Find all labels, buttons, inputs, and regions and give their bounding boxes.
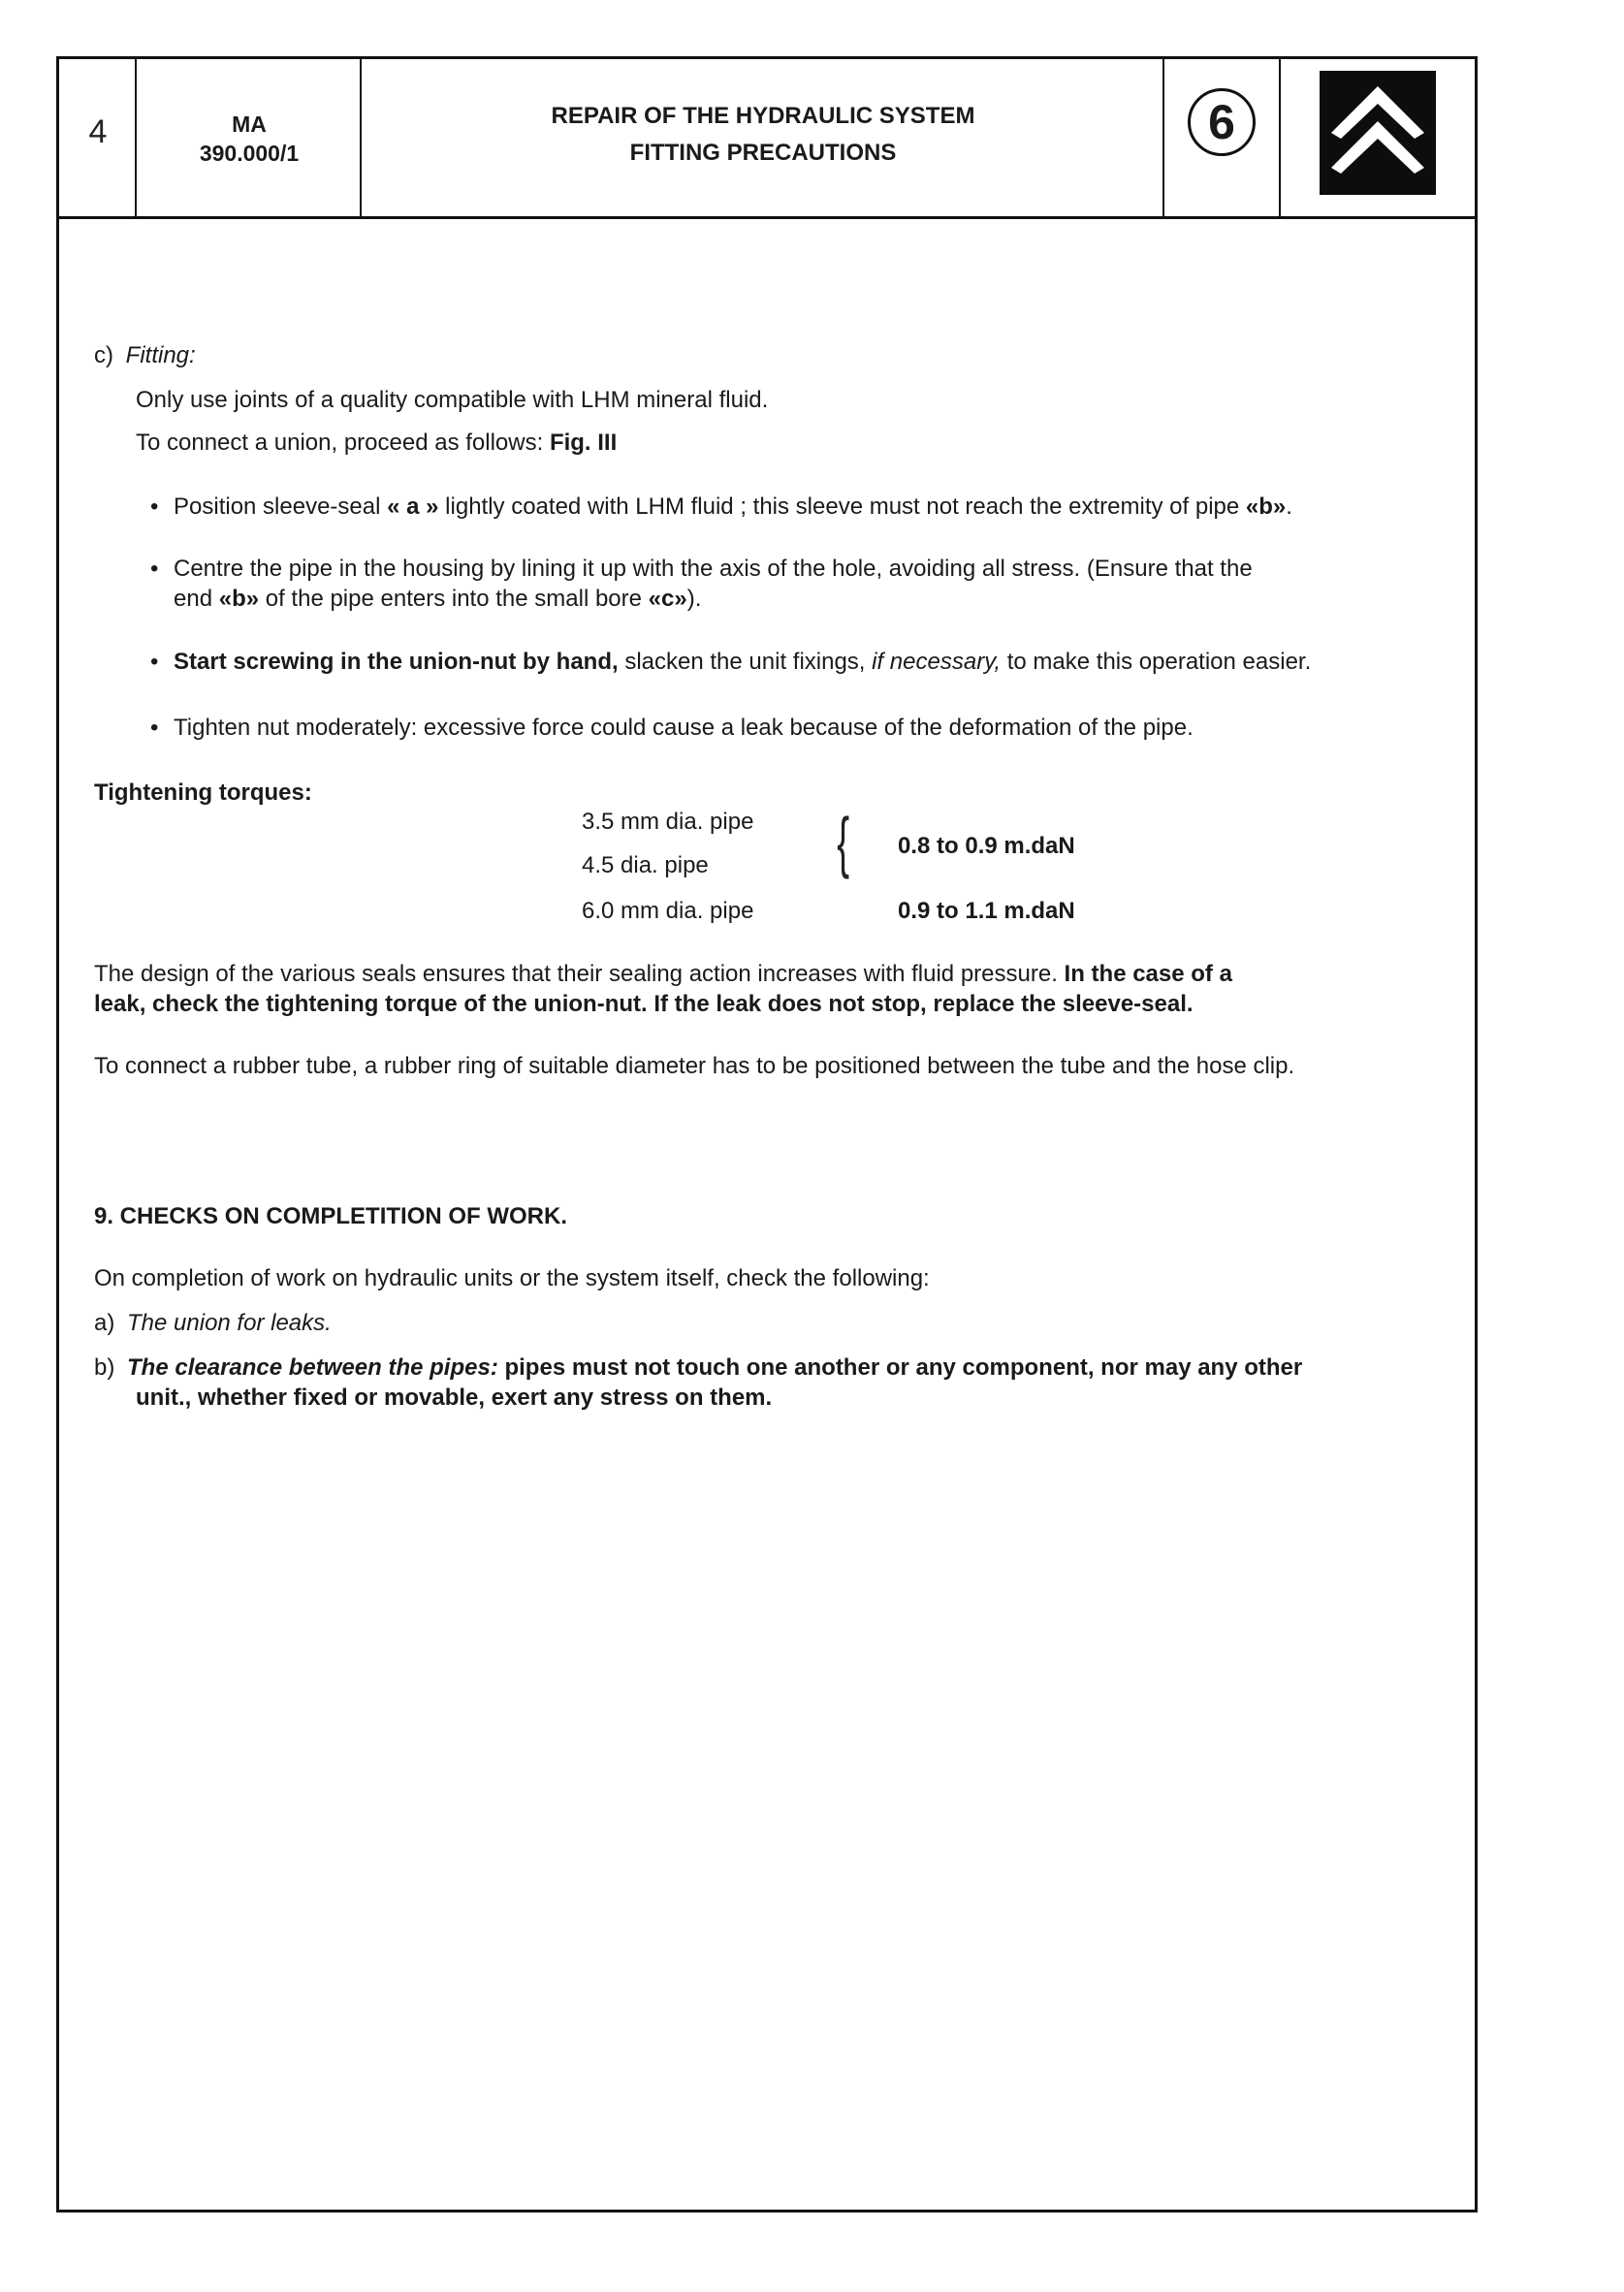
bullet2-b: «b» <box>218 586 260 612</box>
bullet-dot-icon: • <box>150 715 159 741</box>
page-number-cell <box>59 59 137 216</box>
bullet1-b: «b» <box>1245 493 1287 520</box>
document-title <box>362 98 1164 172</box>
bullet2-l2-mid: of the pipe enters into the small bore <box>259 586 649 612</box>
fitting-line1: Only use joints of a quality compatible with LHM mineral fluid. <box>136 387 769 413</box>
bullet2-line1: Centre the pipe in the housing by lining it up with the axis of the hole, avoiding all stress. (Ensure that the <box>174 556 1253 582</box>
checks-heading: 9. CHECKS ON COMPLETITION OF WORK. <box>94 1203 568 1229</box>
bullet1-mid: lightly coated with LHM fluid ; this sleeve must not reach the extremity of pipe <box>438 493 1246 520</box>
check-b-rest: pipes must not touch one another or any component, nor may any other <box>497 1354 1303 1381</box>
bullet-item-2-line2 <box>174 585 701 614</box>
seals-paragraph-line1 <box>94 960 1232 989</box>
seals-p1-text: The design of the various seals ensures that their sealing action increases with fluid pressure. <box>94 961 1065 987</box>
fitting-line2 <box>136 429 617 458</box>
check-a-label: a) <box>94 1310 115 1336</box>
bullet-dot-icon: • <box>150 556 159 582</box>
bullet2-l2-end: ). <box>686 586 702 612</box>
page-frame <box>56 56 1478 2212</box>
torque-row-pipe: 6.0 mm dia. pipe <box>582 898 754 924</box>
checks-intro: On completion of work on hydraulic units or the system itself, check the following: <box>94 1265 930 1291</box>
brace-icon: { <box>837 804 850 879</box>
fitting-line2-text: To connect a union, proceed as follows: <box>136 430 550 456</box>
check-b-italic: The clearance between the pipes: <box>127 1354 498 1381</box>
bullet-item-3 <box>150 648 1311 677</box>
torque-row-pipe: 3.5 mm dia. pipe <box>582 809 754 835</box>
fitting-title: Fitting: <box>125 342 196 368</box>
bullet2-l2-pre: end <box>174 586 219 612</box>
bullet3-mid: slacken the unit fixings, <box>618 649 873 675</box>
bullet-item-4 <box>150 714 1194 743</box>
rubber-tube-paragraph: To connect a rubber tube, a rubber ring of suitable diameter has to be positioned between the tube and the hose clip. <box>94 1053 1295 1079</box>
torque-row-pipe: 4.5 dia. pipe <box>582 852 709 878</box>
seals-paragraph-line2: leak, check the tightening torque of the union-nut. If the leak does not stop, replace the sleeve-seal. <box>94 991 1194 1017</box>
figure-reference: Fig. III <box>549 430 618 456</box>
bullet-item-2 <box>150 555 1253 584</box>
torques-heading: Tightening torques: <box>94 780 312 806</box>
check-item-a <box>94 1309 332 1338</box>
section-number-cell <box>1164 59 1281 216</box>
fitting-label: c) <box>94 342 113 368</box>
document-code-line2: 390.000/1 <box>199 141 300 166</box>
bullet1-a: « a » <box>387 493 439 520</box>
bullet-dot-icon: • <box>150 649 159 675</box>
bullet4-text: Tighten nut moderately: excessive force could cause a leak because of the deformation of the pipe. <box>174 715 1194 741</box>
seals-p1-bold: In the case of a <box>1064 961 1232 987</box>
bullet1-pre: Position sleeve-seal <box>174 493 388 520</box>
torque-value-large: 0.9 to 1.1 m.daN <box>898 898 1075 924</box>
check-a-text: The union for leaks. <box>127 1310 332 1336</box>
page-header <box>59 59 1475 219</box>
bullet-item-1 <box>150 493 1292 522</box>
document-title-line2: FITTING PRECAUTIONS <box>629 140 897 166</box>
bullet1-end: . <box>1286 493 1292 520</box>
section-number: 6 <box>1188 88 1256 156</box>
document-code <box>137 110 362 168</box>
check-item-b <box>94 1353 1302 1383</box>
check-item-b-line2: unit., whether fixed or movable, exert any stress on them. <box>136 1385 773 1411</box>
check-b-label: b) <box>94 1354 115 1381</box>
logo-cell <box>1281 59 1475 216</box>
fitting-heading <box>94 341 196 370</box>
document-title-cell <box>362 59 1164 216</box>
document-code-cell <box>137 59 362 216</box>
bullet2-c: «c» <box>648 586 687 612</box>
page-number: 4 <box>88 113 108 150</box>
bullet3-bold: Start screwing in the union-nut by hand, <box>174 649 619 675</box>
document-title-line1: REPAIR OF THE HYDRAULIC SYSTEM <box>551 103 975 129</box>
bullet-dot-icon: • <box>150 493 159 520</box>
torque-value-small: 0.8 to 0.9 m.daN <box>898 833 1075 859</box>
bullet3-italic: if necessary, <box>872 649 1002 675</box>
double-chevron-logo-icon <box>1320 71 1436 195</box>
bullet3-end: to make this operation easier. <box>1001 649 1312 675</box>
document-code-line1: MA <box>232 111 267 137</box>
